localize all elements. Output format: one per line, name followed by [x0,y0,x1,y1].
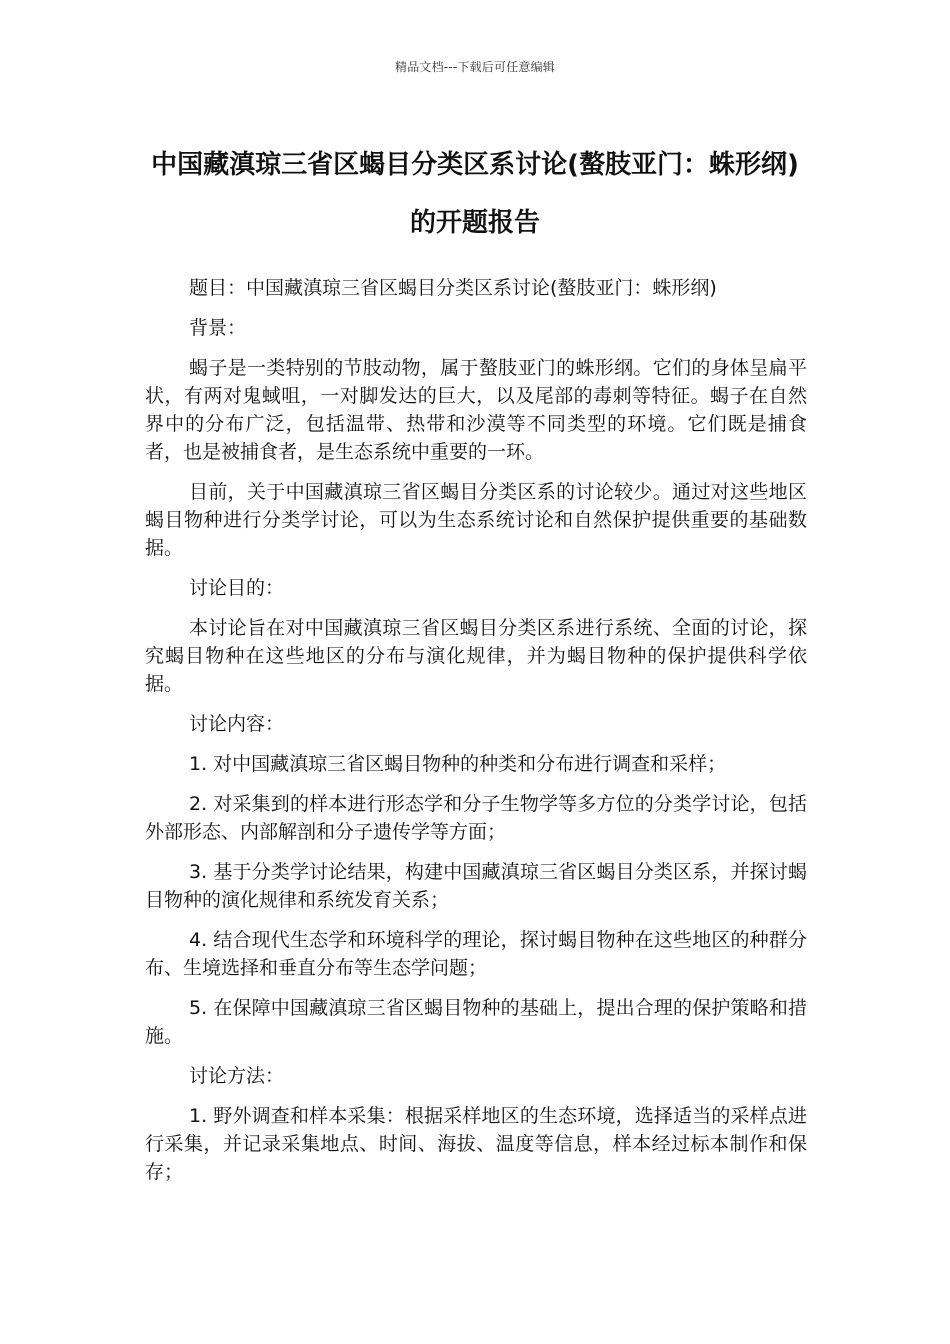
heading-content: 讨论内容： [189,713,285,735]
method-item-1: 1. 野外调查和样本采集：根据采样地区的生态环境，选择适当的采样点进行采集，并记录采集地点、时间、海拔、温度等信息，样本经过标本制作和保存； [145,1105,807,1183]
content-item-3: 3. 基于分类学讨论结果，构建中国藏滇琼三省区蝎目分类区系，并探讨蝎目物种的演化规律和系统发育关系； [145,861,807,911]
heading-methods: 讨论方法： [189,1065,285,1087]
paragraph-purpose: 本讨论旨在对中国藏滇琼三省区蝎目分类区系进行系统、全面的讨论，探究蝎目物种在这些地区的分布与演化规律，并为蝎目物种的保护提供科学依据。 [145,617,807,695]
heading-purpose: 讨论目的： [189,577,285,599]
paragraph-background-2: 目前，关于中国藏滇琼三省区蝎目分类区系的讨论较少。通过对这些地区蝎目物种进行分类学讨论，可以为生态系统讨论和自然保护提供重要的基础数据。 [145,481,807,559]
content-item-1: 1. 对中国藏滇琼三省区蝎目物种的种类和分布进行调查和采样； [189,753,727,775]
heading-background: 背景： [189,317,247,339]
document-body [145,274,807,1198]
document-title: 中国藏滇琼三省区蝎目分类区系讨论(螯肢亚门：蛛形纲)的开题报告 [151,150,799,238]
content-item-5: 5. 在保障中国藏滇琼三省区蝎目物种的基础上，提出合理的保护策略和措施。 [145,997,807,1047]
paragraph-topic: 题目：中国藏滇琼三省区蝎目分类区系讨论(螯肢亚门：蛛形纲) [189,277,717,299]
header-note: 精品文档---下载后可任意编辑 [395,60,555,74]
content-item-4: 4. 结合现代生态学和环境科学的理论，探讨蝎目物种在这些地区的种群分布、生境选择和垂直分布等生态学问题； [145,929,807,979]
paragraph-background-1: 蝎子是一类特别的节肢动物，属于螯肢亚门的蛛形纲。它们的身体呈扁平状，有两对鬼蜮咀，一对脚发达的巨大，以及尾部的毒刺等特征。蝎子在自然界中的分布广泛，包括温带、热带和沙漠等不同类型的环境。它们既是捕食者，也是被捕食者，是生态系统中重要的一环。 [145,357,807,463]
content-item-2: 2. 对采集到的样本进行形态学和分子生物学等多方位的分类学讨论，包括外部形态、内部解剖和分子遗传学等方面； [145,793,807,843]
